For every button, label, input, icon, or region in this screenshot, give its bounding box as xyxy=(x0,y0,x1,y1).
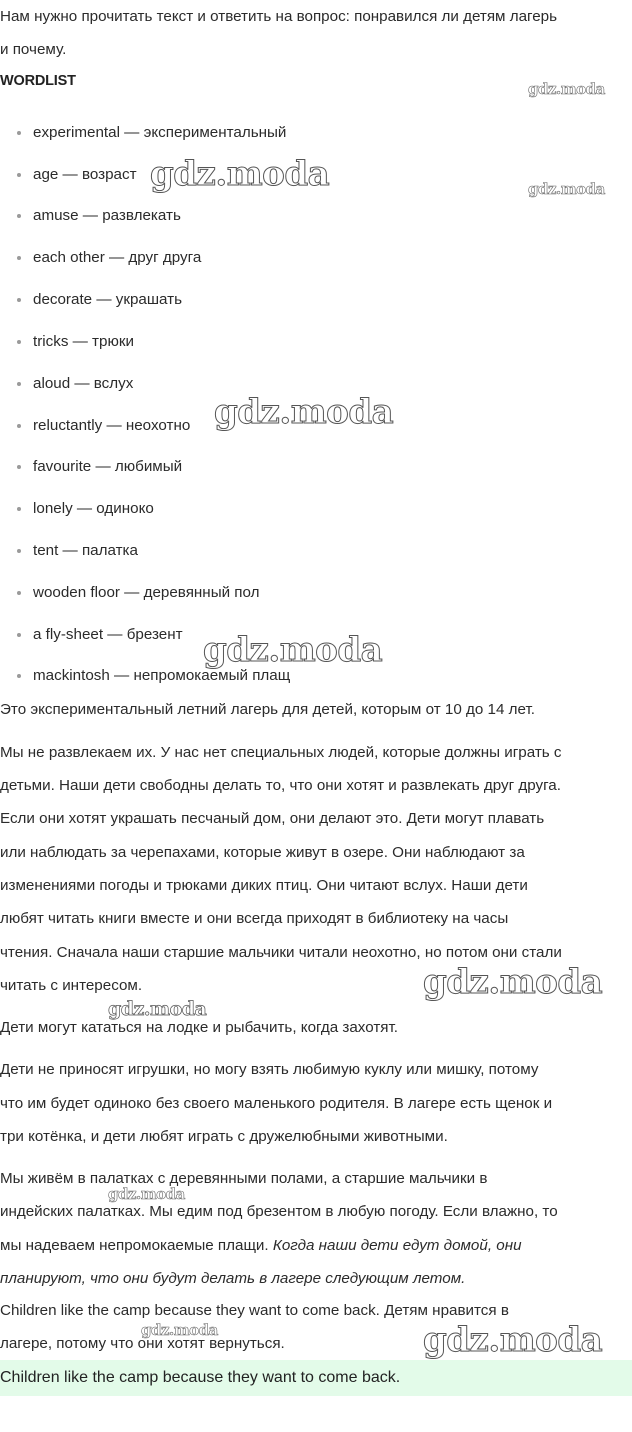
intro-line-1: Нам нужно прочитать текст и ответить на вопрос: понравился ли детям лагерь xyxy=(0,8,558,25)
bullet-icon xyxy=(17,674,21,678)
bullet-icon xyxy=(17,173,21,177)
paragraph-line: три котёнка, и дети любят играть с дружелюбными животными. xyxy=(0,1128,448,1145)
watermark: gdz.moda xyxy=(150,154,330,194)
answer-highlight: Children like the camp because they want to come back. xyxy=(0,1360,632,1396)
paragraph-line: Дети могут кататься на лодке и рыбачить, когда захотят. xyxy=(0,1019,399,1036)
paragraph-line: индейских палатках. Мы едим под брезентом в любую погоду. Если влажно, то xyxy=(0,1203,558,1220)
bullet-icon xyxy=(17,382,21,386)
bullet-icon xyxy=(17,465,21,469)
paragraph-line: мы надеваем непромокаемые плащи. Когда наши дети едут домой, они xyxy=(0,1237,522,1254)
paragraph-line: что им будет одиноко без своего маленького родителя. В лагере есть щенок и xyxy=(0,1095,553,1112)
paragraph-line: Дети не приносят игрушки, но могу взять любимую куклу или мишку, потому xyxy=(0,1061,539,1078)
paragraph-line: изменениями погоды и трюками диких птиц. Они читают вслух. Наши дети xyxy=(0,877,528,894)
paragraph-line: читать с интересом. xyxy=(0,977,143,994)
wordlist-heading: WORDLIST xyxy=(0,73,76,89)
paragraph-line: любят читать книги вместе и они всегда приходят в библиотеку на часы xyxy=(0,910,509,927)
watermark: gdz.moda xyxy=(528,180,605,198)
bullet-icon xyxy=(17,507,21,511)
paragraph-line: или наблюдать за черепахами, которые живут в озере. Они наблюдают за xyxy=(0,844,525,861)
watermark: gdz.moda xyxy=(203,630,383,670)
bullet-icon xyxy=(17,131,21,135)
bullet-icon xyxy=(17,214,21,218)
bullet-icon xyxy=(17,591,21,595)
watermark: gdz.moda xyxy=(528,80,605,98)
watermark: gdz.moda xyxy=(423,1320,603,1360)
paragraph-line: Мы живём в палатках с деревянными полами, а старшие мальчики в xyxy=(0,1170,488,1187)
watermark: gdz.moda xyxy=(108,1185,185,1203)
bullet-icon xyxy=(17,424,21,428)
watermark: gdz.moda xyxy=(214,392,394,432)
paragraph-line: Children like the camp because they want to come back. Детям нравится в xyxy=(0,1302,509,1319)
paragraph-line: Мы не развлекаем их. У нас нет специальных людей, которые должны играть с xyxy=(0,744,562,761)
paragraph-line: Если они хотят украшать песчаный дом, они делают это. Дети могут плавать xyxy=(0,810,545,827)
watermark: gdz.moda xyxy=(423,962,603,1002)
paragraph-line: детьми. Наши дети свободны делать то, что они хотят и развлекать друг друга. xyxy=(0,777,561,794)
watermark: gdz.moda xyxy=(141,1321,218,1339)
paragraph-line: планируют, что они будут делать в лагере следующим летом. xyxy=(0,1270,466,1287)
paragraph-line: лагере, потому что они хотят вернуться. xyxy=(0,1335,285,1352)
bullet-icon xyxy=(17,340,21,344)
watermark: gdz.moda xyxy=(108,998,207,1020)
bullet-icon xyxy=(17,256,21,260)
paragraph-line: чтения. Сначала наши старшие мальчики читали неохотно, но потом они стали xyxy=(0,944,562,961)
bullet-icon xyxy=(17,549,21,553)
paragraph-line: Это экспериментальный летний лагерь для детей, которым от 10 до 14 лет. xyxy=(0,701,535,718)
bullet-icon xyxy=(17,298,21,302)
bullet-icon xyxy=(17,633,21,637)
intro-line-2: и почему. xyxy=(0,41,67,58)
